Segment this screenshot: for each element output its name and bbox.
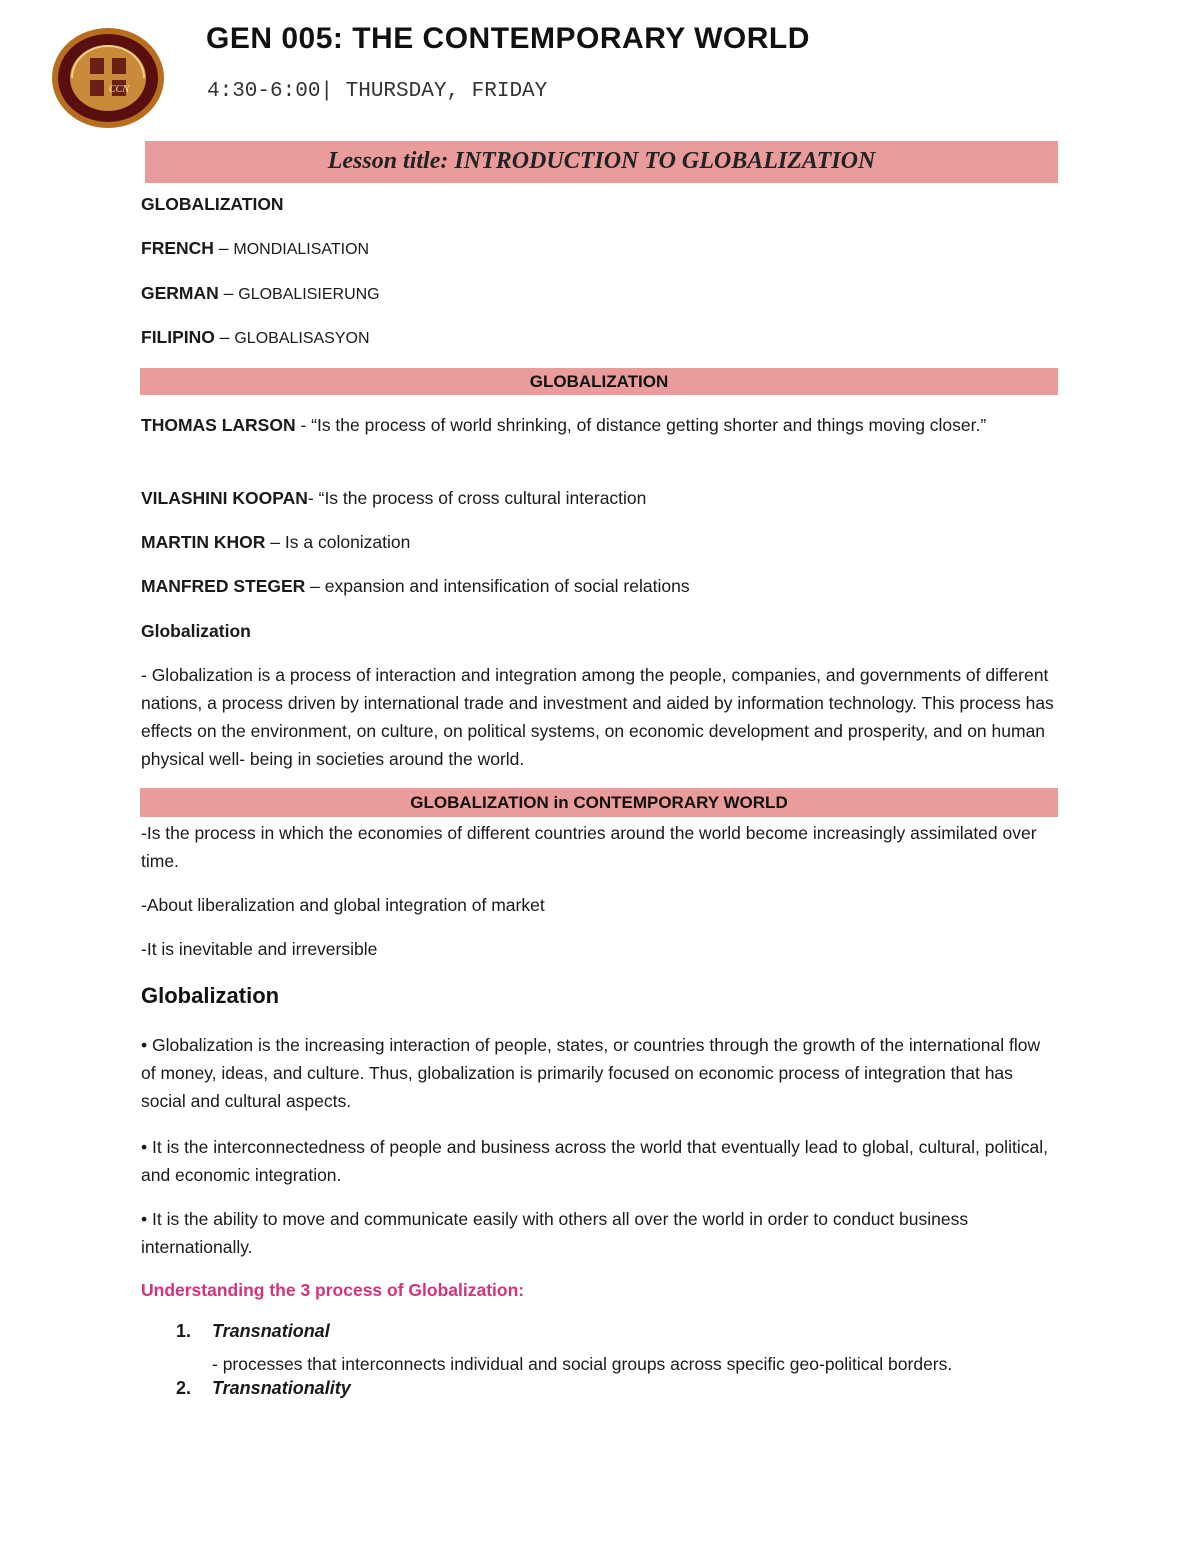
- definition-steger: [141, 572, 1056, 600]
- globalization-bullet: • Globalization is the increasing interaction of people, states, or countries through the growth of the international flow of money, ideas, and culture. Thus, globalization is primarily focused on economic process of integration that has social and cultural aspects.: [141, 1035, 1041, 1111]
- definition-text: - “Is the process of world shrinking, of distance getting shorter and things moving closer.”: [295, 415, 987, 435]
- term-value: GLOBALISASYON: [234, 330, 370, 347]
- logo-text: CCN: [108, 84, 130, 95]
- definition-khor: [141, 528, 1056, 556]
- term-french: [141, 234, 1056, 264]
- school-seal-logo: [50, 26, 166, 130]
- globalization-paragraph: - Globalization is a process of interaction and integration among the people, companies, and governments of different nations, a process driven by international trade and investment and aided by information technology. This process has effects on the environment, on culture, on political systems, on economic development and prosperity, and on human physical well- being in societies around the world.: [141, 665, 1054, 769]
- process-title: Transnational: [212, 1321, 330, 1341]
- contemporary-band: GLOBALIZATION in CONTEMPORARY WORLD: [140, 788, 1058, 817]
- globalization-heading: Globalization: [141, 983, 280, 1008]
- process-item-1: [176, 1321, 330, 1342]
- process-title: Transnationality: [212, 1378, 351, 1398]
- definition-koopan: [141, 484, 1056, 512]
- process-number: 2.: [176, 1378, 192, 1398]
- term-filipino: [141, 323, 1056, 353]
- contemporary-line: -It is inevitable and irreversible: [141, 939, 378, 959]
- definition-text: – expansion and intensification of social relations: [305, 576, 690, 596]
- term-german: [141, 279, 1056, 309]
- contemporary-line: -Is the process in which the economies of different countries around the world become increasingly assimilated over time.: [141, 823, 1037, 871]
- globalization-bullet: • It is the ability to move and communicate easily with others all over the world in order to conduct business internationally.: [141, 1209, 969, 1257]
- globalization-subheading: Globalization: [141, 621, 251, 641]
- process-item-2: [176, 1378, 351, 1399]
- process-number: 1.: [176, 1321, 192, 1341]
- definition-author: MANFRED STEGER: [141, 576, 306, 596]
- lesson-title: Lesson title: INTRODUCTION TO GLOBALIZATION: [145, 141, 1058, 183]
- definition-author: MARTIN KHOR: [141, 532, 266, 552]
- class-schedule: 4:30-6:00| THURSDAY, FRIDAY: [207, 80, 548, 103]
- definition-larson: [141, 411, 1056, 439]
- contemporary-line: -About liberalization and global integration of market: [141, 895, 545, 915]
- globalization-bullet: • It is the interconnectedness of people and business across the world that eventually lead to global, cultural, political, and economic integration.: [141, 1137, 1048, 1185]
- definitions-band: GLOBALIZATION: [140, 368, 1058, 395]
- term-value: GLOBALISIERUNG: [238, 286, 380, 303]
- term-sep: –: [214, 327, 235, 347]
- term-sep: –: [213, 238, 234, 258]
- term-label: GERMAN: [141, 283, 219, 303]
- term-value: MONDIALISATION: [233, 241, 370, 258]
- terms-heading: GLOBALIZATION: [141, 194, 284, 214]
- definition-author: THOMAS LARSON: [141, 415, 296, 435]
- term-label: FILIPINO: [141, 327, 215, 347]
- course-title: GEN 005: THE CONTEMPORARY WORLD: [206, 22, 810, 55]
- process-description: - processes that interconnects individual and social groups across specific geo-political borders.: [212, 1354, 953, 1374]
- term-label: FRENCH: [141, 238, 214, 258]
- definition-text: – Is a colonization: [265, 532, 411, 552]
- term-sep: –: [218, 283, 239, 303]
- processes-heading: Understanding the 3 process of Globalization:: [141, 1280, 525, 1300]
- definition-text: - “Is the process of cross cultural interaction: [307, 488, 647, 508]
- definition-author: VILASHINI KOOPAN: [141, 488, 308, 508]
